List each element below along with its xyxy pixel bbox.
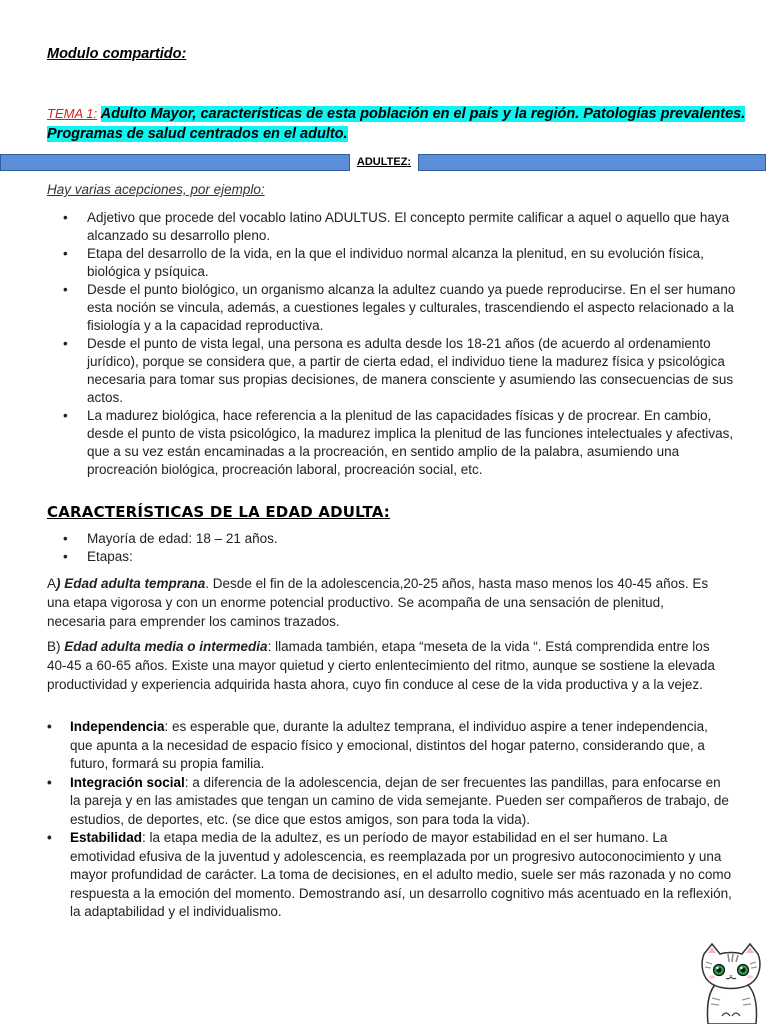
intro-text: Hay varias acepciones, por ejemplo: — [47, 182, 265, 197]
list-item: • Etapas: — [63, 549, 133, 564]
etapa-a-paragraph: A) Edad adulta temprana. Desde el fin de la adolescencia,20-25 años, hasta maso menos los 40-45 años. Es una etapa vigorosa y con un enorme potencial productivo. Se acompaña de una sensación de plenitud, necesaria para emprender los caminos trazados. — [47, 576, 709, 629]
module-title: Modulo compartido: — [47, 46, 187, 62]
tema-label: TEMA 1: — [47, 106, 98, 121]
list-item: • Desde el punto biológico, un organismo alcanza la adultez cuando ya puede reproducirse. En el ser humano esta noción se vincula, además, a cuestiones legales y culturales, trascendiendo el aspecto relacionado a la fisiología y a la capacidad reproductiva. — [63, 282, 736, 333]
bullet-icon: • — [63, 336, 68, 351]
list-item: • Adjetivo que procede del vocablo latino ADULTUS. El concepto permite calificar a aquel o aquello que haya alcanzado su desarrollo pleno. — [63, 210, 730, 243]
caracteristicas-list — [63, 530, 687, 566]
etapa-a-term: ) Edad adulta temprana — [56, 576, 206, 591]
bullet-icon: • — [63, 246, 68, 261]
list-item: • Desde el punto de vista legal, una persona es adulta desde los 18-21 años (de acuerdo al ordenamiento jurídico), porque se considera que, a partir de cierta edad, el individuo tiene la madurez física y psicológica necesaria para tomar sus propias decisiones, de manera consciente y asumiendo las consecuencias de sus actos. — [63, 336, 734, 405]
rasgos-list — [47, 718, 732, 922]
list-item: • Etapa del desarrollo de la vida, en la que el individuo normal alcanza la plenitud, en su evolución física, biológica y psíquica. — [63, 246, 704, 279]
list-item: • Estabilidad: la etapa media de la adultez, es un período de mayor estabilidad en el ser humano. La emotividad efusiva de la juventud y adolescencia, es reemplazada por un progresivo autoconocimiento y una mayor profundidad de carácter. La toma de decisiones, en el adulto medio, suele ser más razonada y no como respuesta a la emoción del momento. Demostrando así, un desarrollo cognitivo más acentuado en la reflexión, la adaptabilidad y el individualismo. — [47, 830, 732, 919]
bullet-icon: • — [63, 531, 68, 546]
tema-heading — [47, 104, 747, 144]
etapa-b-paragraph: B) Edad adulta media o intermedia: llamada también, etapa “meseta de la vida “. Está comprendida entre los 40-45 a 60-65 años. Existe una mayor quietud y cierto enlentecimiento del ritmo, aunque se sostiene la elevada productividad y experiencia adquirida hasta ahora, cuyo fin conduce al cese de la vida productiva y a la vejez. — [47, 639, 715, 692]
list-item: • Integración social: a diferencia de la adolescencia, dejan de ser frecuentes las pandillas, para enfocarse en la pareja y en las amistades que tengan un camino de vida semejante. Pueden ser compañeros de trabajo, de estudios, de deportes, etc. (se dice que estos amigos, son para toda la vida). — [47, 774, 729, 827]
section-bar-left — [0, 154, 350, 171]
adultez-label: ADULTEZ: — [356, 156, 412, 168]
list-item: • La madurez biológica, hace referencia a la plenitud de las capacidades físicas y de procrear. En cambio, desde el punto de vista psicológico, la madurez implica la plenitud de las funciones intelectuales y afectivas, que a su vez están encaminadas a la procreación, en sentido amplio de la palabra, asumiendo una procreación biológica, procreación laboral, procreación social, etc. — [63, 408, 734, 477]
bullet-icon: • — [63, 282, 68, 297]
acepciones-list — [63, 209, 749, 479]
list-item: • Independencia: es esperable que, durante la adultez temprana, el individuo aspire a tener independencia, que apunta a la necesidad de espacio físico y emocional, distintos del hogar paterno, considerando que, a futuro, formará su propia familia. — [47, 719, 708, 771]
bullet-icon: • — [63, 408, 68, 423]
etapa-b-term: Edad adulta media o intermedia — [64, 639, 268, 654]
bullet-icon: • — [47, 719, 52, 734]
caracteristicas-heading: CARACTERÍSTICAS DE LA EDAD ADULTA: — [47, 503, 391, 521]
bullet-icon: • — [47, 774, 52, 790]
bullet-icon: • — [63, 210, 68, 225]
bullet-icon: • — [47, 830, 52, 845]
list-item: • Mayoría de edad: 18 – 21 años. — [63, 531, 278, 546]
cat-sticker-icon — [698, 942, 764, 1024]
section-bar-right — [418, 154, 766, 171]
tema-text: Adulto Mayor, características de esta población en el país y la región. Patologías prevalentes. Programas de salud centrados en el adulto. — [47, 106, 746, 142]
bullet-icon: • — [63, 549, 68, 564]
